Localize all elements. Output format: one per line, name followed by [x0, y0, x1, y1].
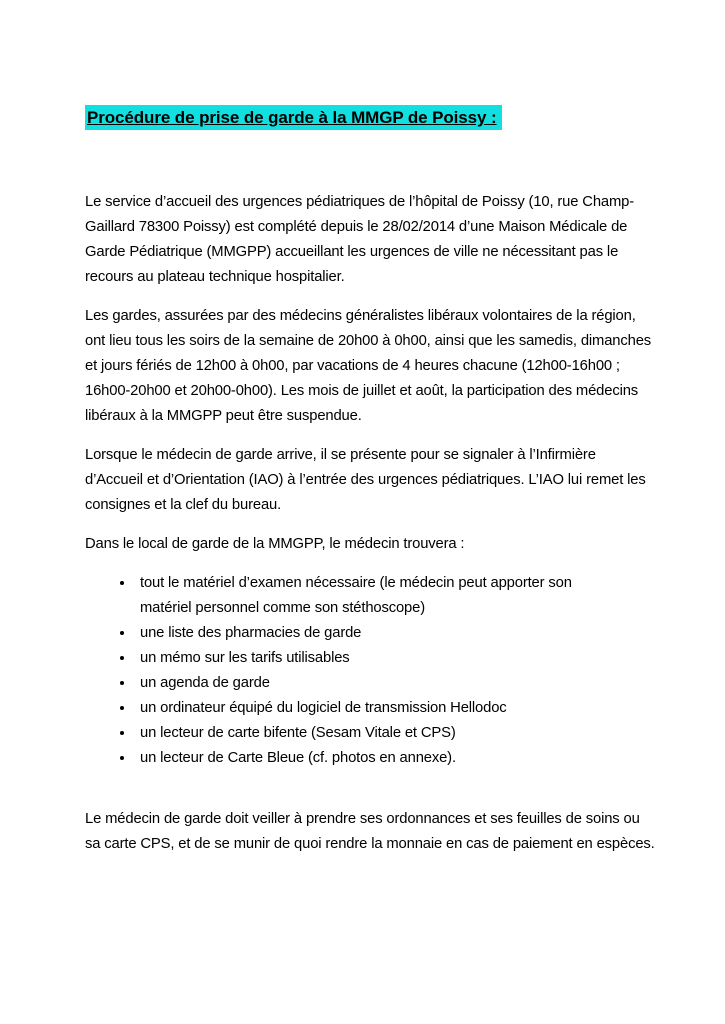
list-item-lecteur-carte-bleue: • un lecteur de Carte Bleue (cf. photos en annexe).: [135, 746, 625, 771]
paragraph-service-accueil: Le service d’accueil des urgences pédiatriques de l’hôpital de Poissy (10, rue Champ-Gaillard 78300 Poissy) est complété depuis le 28/02/2014 d’une Maison Médicale de Garde Pédiatrique (MMGPP) accueillant les urgences de ville ne nécessitant pas le recours au plateau technique hospitalier.: [85, 194, 635, 285]
document-title: [85, 104, 659, 132]
list-item-materiel-examen: • tout le matériel d’examen nécessaire (le médecin peut apporter son matériel personnel comme son stéthoscope): [135, 571, 625, 621]
list-item-agenda-garde: • un agenda de garde: [135, 671, 625, 696]
paragraph-gardes-horaires: Les gardes, assurées par des médecins généralistes libéraux volontaires de la région, ont lieu tous les soirs de la semaine de 20h00 à 0h00, ainsi que les samedis, dimanches et jours fériés de 12h00 à 0h00, par vacations de 4 heures chacune (12h00-16h00 ; 16h00-20h00 et 20h00-0h00). Les mois de juillet et août, la participation des médecins libéraux à la MMGPP peut être suspendue.: [85, 308, 652, 424]
equipment-list: [85, 571, 625, 771]
paragraph-closing-ordonnances: Le médecin de garde doit veiller à prendre ses ordonnances et ses feuilles de soins ou sa carte CPS, et de se munir de quoi rendre la monnaie en cas de paiement en espèces.: [85, 811, 655, 852]
list-item-liste-pharmacies: • une liste des pharmacies de garde: [135, 621, 625, 646]
title-highlight: Procédure de prise de garde à la MMGP de Poissy :: [85, 105, 502, 130]
list-item-lecteur-carte-bifente: • un lecteur de carte bifente (Sesam Vitale et CPS): [135, 721, 625, 746]
list-item-ordinateur-hellodoc: • un ordinateur équipé du logiciel de transmission Hellodoc: [135, 696, 625, 721]
paragraph-local-garde-intro: Dans le local de garde de la MMGPP, le médecin trouvera :: [85, 536, 465, 552]
list-item-memo-tarifs: • un mémo sur les tarifs utilisables: [135, 646, 625, 671]
paragraph-arrivee-medecin: Lorsque le médecin de garde arrive, il se présente pour se signaler à l’Infirmière d’Accueil et d’Orientation (IAO) à l’entrée des urgences pédiatriques. L’IAO lui remet les consignes et la clef du bureau.: [85, 447, 646, 513]
